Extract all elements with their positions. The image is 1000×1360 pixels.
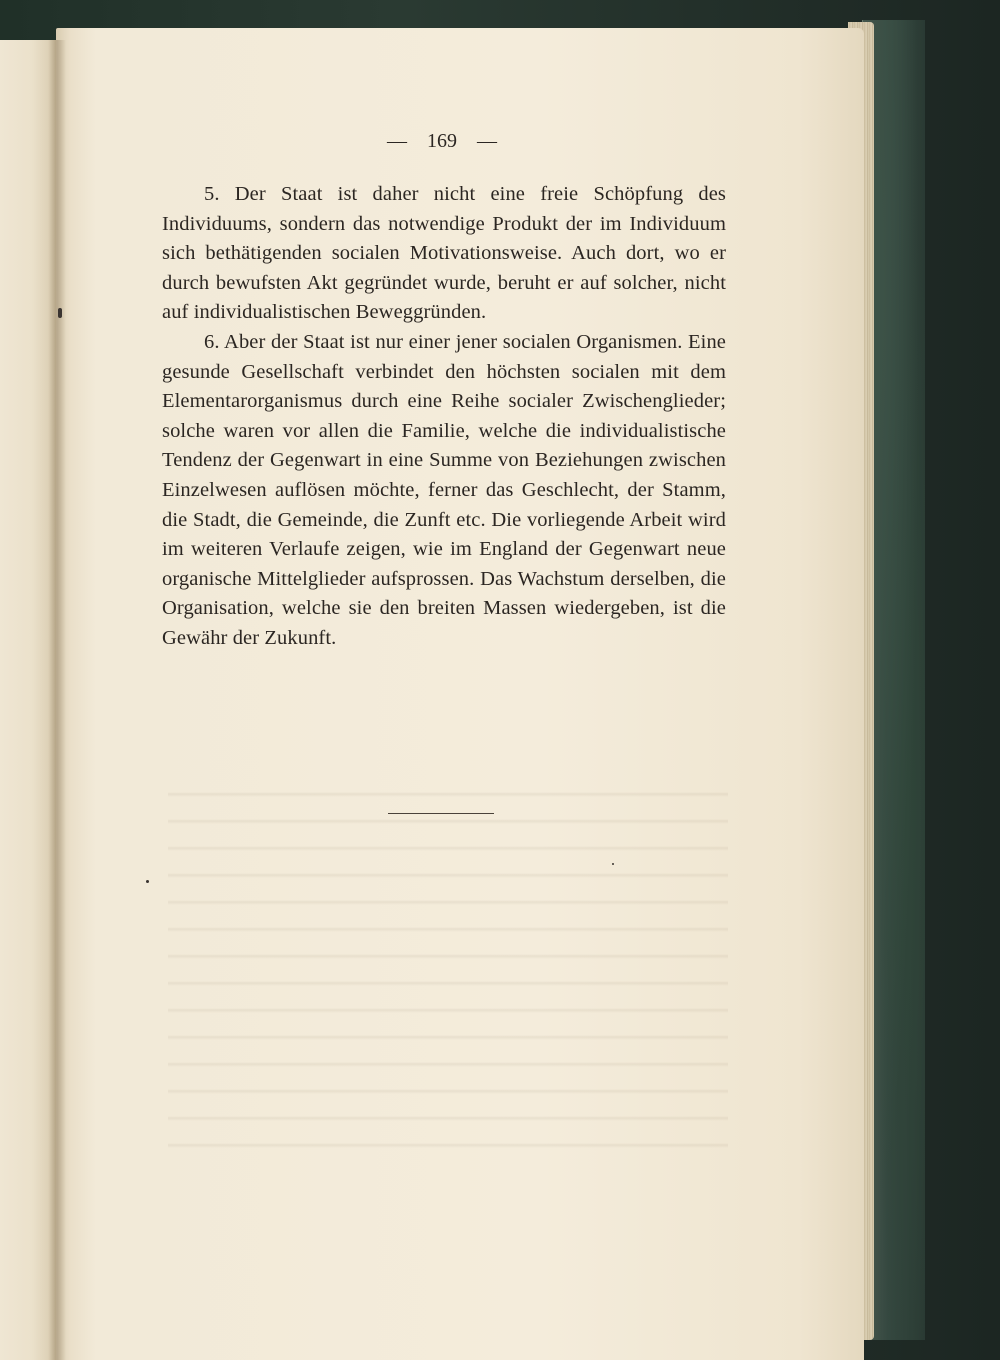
ink-speck (146, 880, 149, 883)
ink-speck (612, 863, 614, 865)
body-text (162, 180, 726, 654)
gutter-shadow (48, 40, 66, 1360)
section-end-rule (388, 813, 494, 814)
page-number-header (0, 130, 864, 153)
paragraph-6: 6. Aber der Staat ist nur einer jener socialen Organismen. Eine gesunde Gesellschaft verbindet den höchsten socialen mit dem Elementarorganismus durch eine Reihe socialer Zwischenglieder; solche waren vor allen die Familie, welche die individualistische Tendenz der Gegenwart in eine Summe von Beziehungen zwischen Einzelwesen auflösen möchte, ferner das Geschlecht, der Stamm, die Stadt, die Gemeinde, die Zunft etc. Die vorliegende Arbeit wird im weiteren Verlaufe zeigen, wie im England der Gegenwart neue organische Mittelglieder aufsprossen. Das Wachstum derselben, die Organisation, welche sie den breiten Massen wiedergeben, ist die Gewähr der Zukunft. (162, 330, 726, 649)
page-number: 169 (427, 130, 457, 152)
show-through-text (168, 770, 728, 1150)
page-number-dash-left: — (387, 130, 407, 152)
page-number-dash-right: — (477, 130, 497, 152)
paragraph-5: 5. Der Staat ist daher nicht eine freie Schöpfung des Individuums, sondern das notwendige Produkt der im Individuum sich bethätigenden socialen Motivationsweise. Auch dort, wo er durch bewufsten Akt gegründet wurde, beruht er auf solcher, nicht auf individualistischen Beweggründen. (162, 183, 726, 324)
ink-speck (58, 308, 62, 318)
